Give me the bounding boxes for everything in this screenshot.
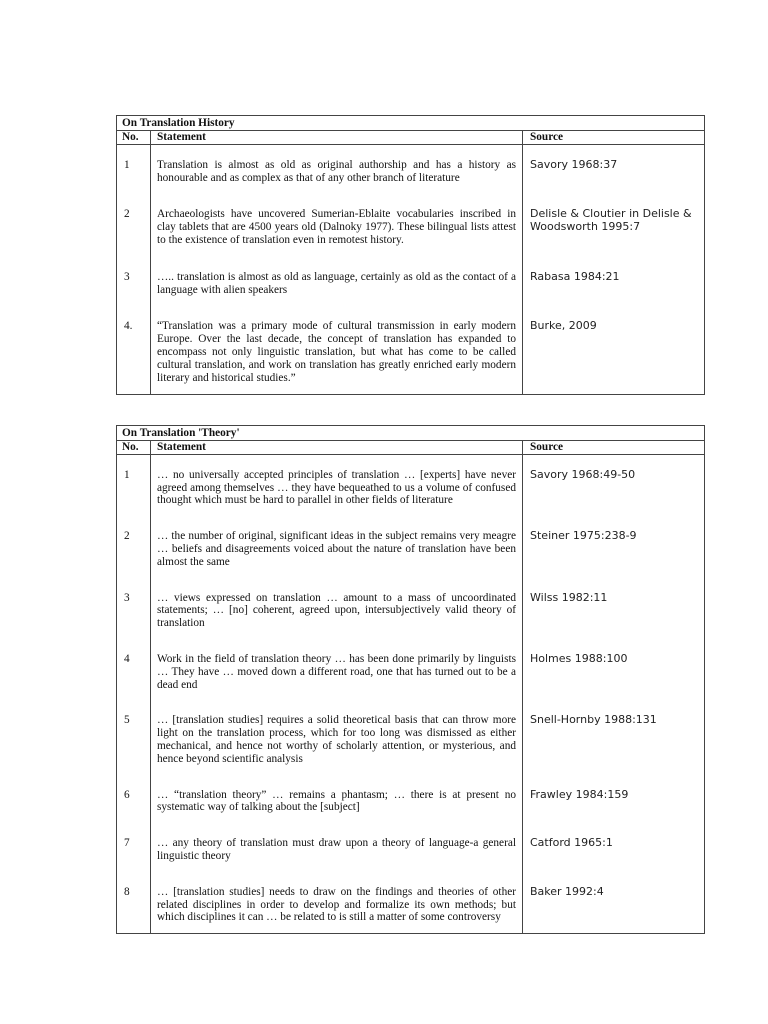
source-cell-text: Catford 1965:1 xyxy=(530,836,613,850)
statement-cell xyxy=(151,516,523,577)
statement-cell-text: … [translation studies] needs to draw on the findings and theories of other related disciplines in order to develop and formalize its own methods; but which disciplines it can … be related to is still a matter of some controversy xyxy=(157,885,516,924)
table-row xyxy=(117,639,705,700)
column-header-source: Source xyxy=(523,440,705,454)
statement-cell-text: Archaeologists have uncovered Sumerian-Eblaite vocabularies inscribed in clay tablets that are 4500 years old (Dalnoky 1977). These bilingual lists attest to the existence of translation even in remotest history. xyxy=(157,208,516,246)
source-cell-text: Savory 1968:49-50 xyxy=(530,467,636,481)
row-number xyxy=(117,639,151,700)
row-number-text: 5 xyxy=(124,714,130,727)
statement-cell xyxy=(151,823,523,872)
statement-cell xyxy=(151,775,523,824)
statement-cell-text: … any theory of translation must draw upon a theory of language-a general linguistic theory xyxy=(157,837,516,862)
row-number xyxy=(117,194,151,256)
row-number-text: 7 xyxy=(124,837,130,850)
source-cell-text: Holmes 1988:100 xyxy=(530,651,628,665)
table-row xyxy=(117,872,705,934)
row-number xyxy=(117,700,151,774)
row-number-text: 8 xyxy=(124,885,130,898)
source-cell-text: Baker 1992:4 xyxy=(530,884,604,898)
translation-history-table xyxy=(116,115,705,395)
column-header-no: No. xyxy=(117,130,151,144)
column-header-no: No. xyxy=(117,440,151,454)
source-cell xyxy=(523,516,705,577)
translation-theory-table xyxy=(116,425,705,934)
table-row xyxy=(117,454,705,516)
source-cell-text: Delisle & Cloutier in Delisle & Woodsworth 1995:7 xyxy=(530,207,692,234)
row-number-text: 6 xyxy=(124,788,130,801)
statement-cell xyxy=(151,306,523,394)
source-cell xyxy=(523,700,705,774)
table-row xyxy=(117,257,705,307)
row-number-text: 1 xyxy=(124,158,130,171)
table-row xyxy=(117,516,705,577)
row-number xyxy=(117,306,151,394)
column-header-statement: Statement xyxy=(151,440,523,454)
statement-cell-text: … the number of original, significant ideas in the subject remains very meagre … beliefs and disagreements voiced about the nature of translation have been almost the same xyxy=(157,530,516,568)
source-cell-text: Frawley 1984:159 xyxy=(530,787,629,801)
row-number xyxy=(117,775,151,824)
statement-cell-text: Work in the field of translation theory … has been done primarily by linguists … They have … moved down a different road, one that has turned out to be a dead end xyxy=(157,652,516,691)
source-cell-text: Burke, 2009 xyxy=(530,319,597,333)
statement-cell xyxy=(151,144,523,194)
statement-cell-text: … views expressed on translation … amount to a mass of uncoordinated statements; … [no] coherent, agreed upon, intersubjectively valid theory of translation xyxy=(157,591,516,630)
statement-cell xyxy=(151,257,523,307)
source-cell xyxy=(523,144,705,194)
statement-cell xyxy=(151,872,523,934)
source-cell xyxy=(523,257,705,307)
statement-cell xyxy=(151,639,523,700)
table-row xyxy=(117,700,705,774)
statement-cell-text: Translation is almost as old as original authorship and has a history as honourable and as complex as that of any other branch of literature xyxy=(157,158,516,184)
column-header-source: Source xyxy=(523,130,705,144)
table-row xyxy=(117,775,705,824)
row-number-text: 3 xyxy=(124,270,130,283)
statement-cell-text: … no universally accepted principles of translation … [experts] have never agreed among themselves … they have bequeathed to us a volume of confused thought which must be hard to parallel in other fields of literature xyxy=(157,468,516,507)
row-number xyxy=(117,578,151,639)
source-cell-text: Rabasa 1984:21 xyxy=(530,269,620,283)
source-cell-text: Savory 1968:37 xyxy=(530,157,618,171)
table-row xyxy=(117,823,705,872)
row-number xyxy=(117,257,151,307)
source-cell xyxy=(523,872,705,934)
source-cell xyxy=(523,306,705,394)
source-cell xyxy=(523,775,705,824)
source-cell xyxy=(523,823,705,872)
source-cell xyxy=(523,639,705,700)
row-number-text: 2 xyxy=(124,530,130,543)
source-cell xyxy=(523,454,705,516)
table-row xyxy=(117,194,705,256)
statement-cell xyxy=(151,194,523,256)
row-number-text: 4. xyxy=(124,320,133,333)
row-number xyxy=(117,454,151,516)
statement-cell xyxy=(151,700,523,774)
table-title: On Translation History xyxy=(117,116,705,131)
source-cell-text: Steiner 1975:238-9 xyxy=(530,529,637,543)
source-cell-text: Wilss 1982:11 xyxy=(530,590,608,604)
row-number xyxy=(117,516,151,577)
row-number-text: 2 xyxy=(124,208,130,221)
source-cell xyxy=(523,194,705,256)
statement-cell xyxy=(151,454,523,516)
row-number xyxy=(117,144,151,194)
source-cell-text: Snell-Hornby 1988:131 xyxy=(530,713,657,727)
table-row xyxy=(117,144,705,194)
statement-cell xyxy=(151,578,523,639)
table-row xyxy=(117,306,705,394)
row-number-text: 1 xyxy=(124,468,130,481)
table-row xyxy=(117,578,705,639)
row-number xyxy=(117,872,151,934)
source-cell xyxy=(523,578,705,639)
statement-cell-text: ….. translation is almost as old as language, certainly as old as the contact of a language with alien speakers xyxy=(157,270,516,296)
statement-cell-text: … “translation theory” … remains a phantasm; … there is at present no systematic way of talking about the [subject] xyxy=(157,788,516,814)
statement-cell-text: … [translation studies] requires a solid theoretical basis that can throw more light on the translation process, which for too long was dismissed as either mechanical, and hence not worthy of scholarly attention, or mysterious, and hence beyond scientific analysis xyxy=(157,714,516,765)
table-title: On Translation 'Theory' xyxy=(117,426,705,441)
row-number-text: 4 xyxy=(124,652,130,665)
column-header-statement: Statement xyxy=(151,130,523,144)
row-number-text: 3 xyxy=(124,591,130,604)
row-number xyxy=(117,823,151,872)
statement-cell-text: “Translation was a primary mode of cultural transmission in early modern Europe. Over the last decade, the concept of translation has expanded to encompass not only linguistic translation, but what has come to be called cultural translation, and work on translation has greatly enriched early modern literary and historical studies.” xyxy=(157,320,516,384)
